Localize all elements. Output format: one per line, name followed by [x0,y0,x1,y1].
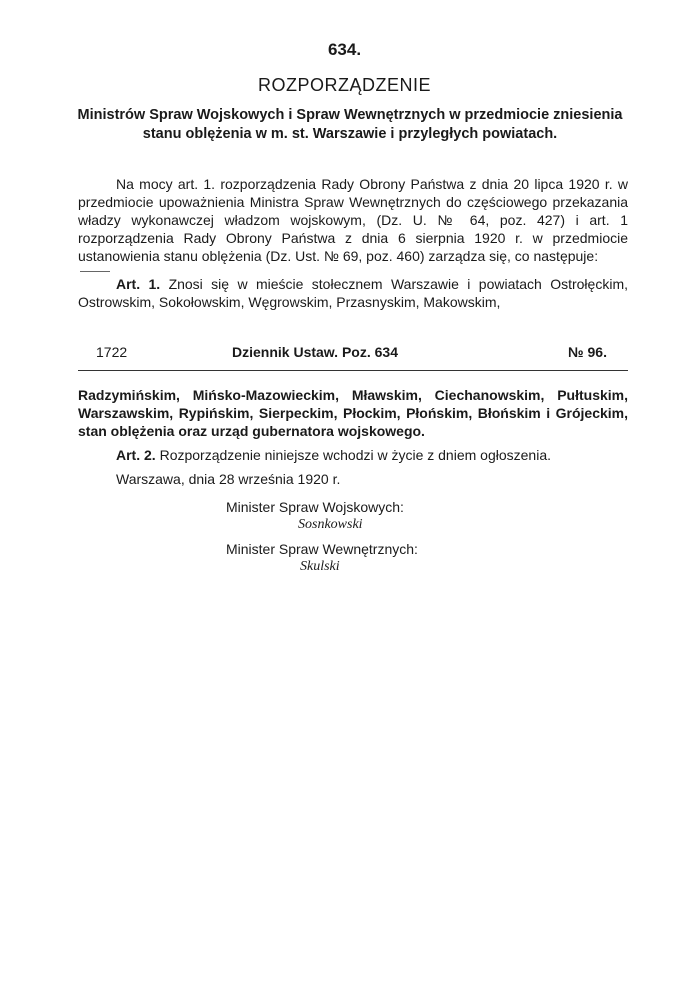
margin-mark [80,271,110,272]
article-1-paragraph [78,275,628,311]
issue-number: № 96. [568,344,607,360]
journal-header: Dziennik Ustaw. Poz. 634 [232,344,398,360]
article-1-continuation [78,386,628,440]
preamble-paragraph [78,175,628,265]
document-subtitle: Ministrów Spraw Wojskowych i Spraw Wewnętrznych w przedmiocie zniesienia stanu oblężenia w m. st. Warszawie i przyległych powiatach. [77,107,623,142]
article-2-text: Rozporządzenie niniejsze wchodzi w życie z dniem ogłoszenia. [159,447,551,463]
article-1-text-part2: Radzymińskim, Mińsko-Mazowieckim, Mławskim, Ciechanowskim, Pułtuskim, Warszawskim, Rypińskim, Sierpeckim, Płockim, Płońskim, Błońskim i Grójeckim, stan oblężenia oraz urząd gubernatora wojskowego. [78,387,628,439]
place-date: Warszawa, dnia 28 września 1920 r. [116,471,341,487]
article-1-text-part1: Znosi się w mieście stołecznem Warszawie i powiatach Ostrołęckim, Ostrowskim, Sokołowskim, Węgrowskim, Przasnyskim, Makowskim, [78,276,628,310]
header-rule [78,370,628,371]
article-2-paragraph [78,446,628,464]
preamble-text: Na mocy art. 1. rozporządzenia Rady Obrony Państwa z dnia 20 lipca 1920 r. w przedmiocie upoważnienia Ministra Spraw Wewnętrznych do częściowego przekazania władzy wykonawczej władzom wojskowym, (Dz. U. № 64, poz. 427) i art. 1 rozporządzenia Rady Obrony Państwa z dnia 6 sierpnia 1920 r. w przedmiocie ustanowienia stanu oblężenia (Dz. Ust. № 69, poz. 460) zarządza się, co następuje: [78,176,628,264]
signature-name-interior: Skulski [300,559,340,574]
document-title: ROZPORZĄDZENIE [257,75,431,95]
act-number: 634. [327,40,362,59]
article-1-label: Art. 1. [116,276,161,292]
signature-title-military: Minister Spraw Wojskowych: [226,499,404,515]
signature-title-interior: Minister Spraw Wewnętrznych: [226,541,418,557]
signature-name-military: Sosnkowski [298,517,363,532]
page-number: 1722 [96,344,128,360]
article-2-label: Art. 2. [116,447,156,463]
